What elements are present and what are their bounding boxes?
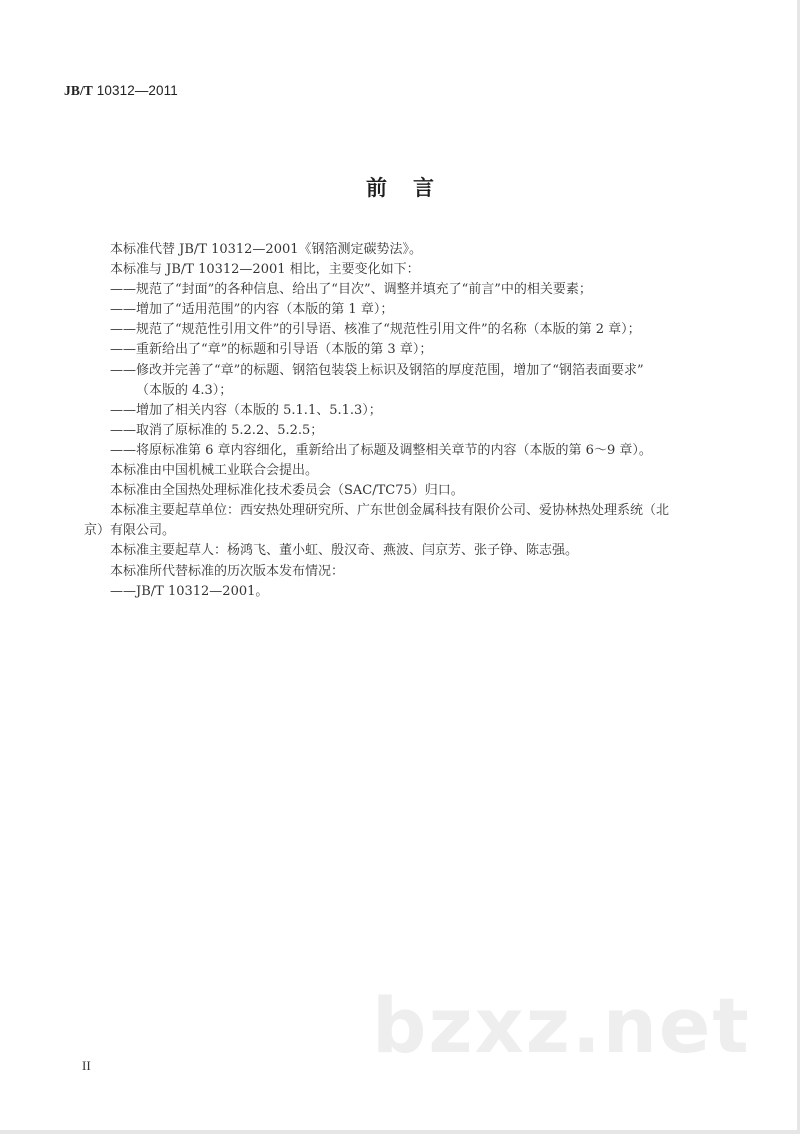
change-item: ——重新给出了“章”的标题和引导语（本版的第 3 章）； [110, 342, 433, 358]
standard-number: 10312—2011 [92, 83, 178, 98]
change-item: ——增加了相关内容（本版的 5.1.1、5.1.3）； [110, 402, 382, 418]
paragraph-centralized-by: 本标准由全国热处理标准化技术委员会（SAC/TC75）归口。 [110, 483, 464, 499]
paragraph-proposed-by: 本标准由中国机械工业联合会提出。 [110, 463, 319, 479]
change-item: ——规范了“封面”的各种信息、给出了“目次”、调整并填充了“前言”中的相关要素； [110, 282, 592, 298]
standard-code-header [64, 83, 178, 99]
page-title: 前言 [366, 176, 460, 200]
paragraph-drafting-units-continuation: 京）有限公司。 [84, 523, 176, 539]
page-number: II [82, 1058, 91, 1073]
foreword-body [84, 240, 744, 602]
paragraph-replaces: 本标准代替 JB/T 10312—2001《钢箔测定碳势法》。 [110, 242, 423, 257]
change-item: ——增加了“适用范围”的内容（本版的第 1 章）； [110, 302, 394, 318]
standard-prefix: JB/T [64, 83, 93, 98]
paragraph-changes-intro: 本标准与 JB/T 10312—2001 相比，主要变化如下： [110, 262, 420, 278]
paragraph-drafting-units: 本标准主要起草单位：西安热处理研究所、广东世创金属科技有限价公司、爱协林热处理系统（北 [110, 503, 670, 519]
change-item: ——将原标准第 6 章内容细化，重新给出了标题及调整相关章节的内容（本版的第 6～9 章）。 [110, 442, 652, 458]
paragraph-drafters: 本标准主要起草人：杨鸿飞、董小虹、殷汉奇、燕波、闫京芳、张子铮、陈志强。 [110, 543, 579, 559]
change-item: ——规范了“规范性引用文件”的引导语、核准了“规范性引用文件”的名称（本版的第 2 章）； [110, 322, 641, 338]
change-item: ——修改并完善了“章”的标题、钢箔包装袋上标识及钢箔的厚度范围，增加了“钢箔表面要求” [110, 362, 644, 378]
history-item: ——JB/T 10312—2001。 [110, 583, 269, 599]
change-item: ——取消了原标准的 5.2.2、5.2.5； [110, 422, 324, 438]
change-item-continuation: （本版的 4.3）； [136, 382, 233, 398]
paragraph-history-intro: 本标准所代替标准的历次版本发布情况： [110, 563, 345, 579]
watermark: bzxz.net [372, 981, 751, 1070]
